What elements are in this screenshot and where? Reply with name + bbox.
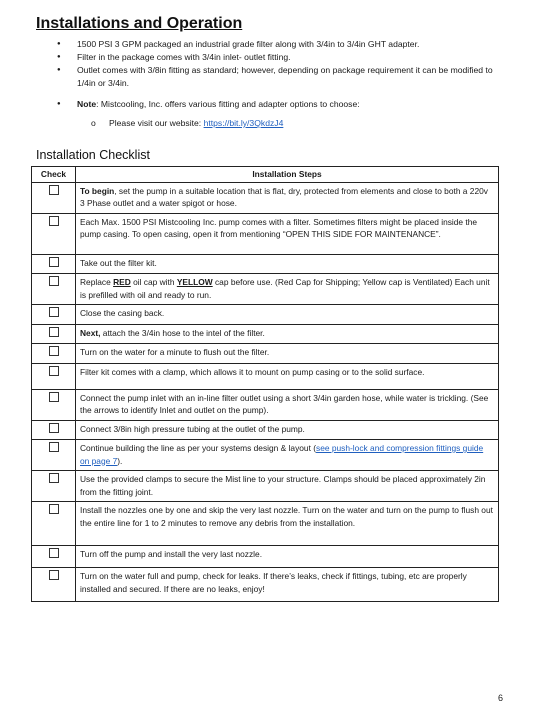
table-row (32, 182, 499, 213)
checkbox[interactable] (49, 185, 59, 195)
page-number: 6 (498, 693, 504, 703)
checkbox[interactable] (49, 257, 59, 267)
table-row (32, 213, 499, 254)
table-row (32, 440, 499, 471)
check-cell (32, 363, 76, 389)
step-text-segment: Next, (80, 327, 101, 338)
checklist-title: Installation Checklist (36, 148, 150, 162)
step-text-segment: Filter kit comes with a clamp, which allows it to mount on pump casing or to the solid surface. (80, 366, 425, 377)
step-text-segment: attach the 3/4in hose to the intel of the filter. (100, 327, 265, 338)
table-row (32, 389, 499, 420)
step-text (76, 213, 499, 254)
step-text (76, 546, 499, 568)
check-cell (32, 471, 76, 502)
step-text (76, 389, 499, 420)
intro-bullet-list (57, 38, 507, 130)
table-row (32, 274, 499, 305)
table-row (32, 344, 499, 364)
step-text (76, 305, 499, 325)
checklist-body (32, 182, 499, 602)
step-text (76, 274, 499, 305)
step-text-segment: , set the pump in a suitable location that is flat, dry, protected from elements and close to both a 220v 3 Phase outlet and a water spigot or hose. (80, 185, 488, 208)
table-row (32, 546, 499, 568)
website-sub-bullet (57, 117, 507, 130)
step-text-segment: ). (117, 455, 123, 466)
check-cell (32, 324, 76, 344)
step-text-segment: To begin (80, 185, 115, 196)
step-text-segment: Continue building the line as per your systems design & layout ( (80, 443, 317, 453)
checkbox[interactable] (49, 366, 59, 376)
checkbox[interactable] (49, 307, 59, 317)
check-cell (32, 274, 76, 305)
installation-checklist-table (31, 166, 499, 602)
table-row (32, 305, 499, 325)
step-text (76, 420, 499, 440)
step-text (76, 502, 499, 546)
step-text-segment: YELLOW (176, 277, 213, 287)
table-row (32, 324, 499, 344)
step-text (76, 254, 499, 274)
note-label: Note (77, 99, 97, 109)
check-cell (32, 344, 76, 364)
step-text-segment: Turn on the water for a minute to flush out the filter. (80, 347, 270, 357)
check-cell (32, 389, 76, 420)
page-title: Installations and Operation (36, 15, 243, 32)
checkbox[interactable] (49, 504, 59, 514)
check-cell (32, 182, 76, 213)
checkbox[interactable] (49, 442, 59, 452)
step-text-segment: RED (113, 277, 131, 287)
website-link[interactable]: https://bit.ly/3QkdzJ4 (203, 118, 284, 128)
checkbox[interactable] (49, 548, 59, 558)
sub-bullet-marker: o (91, 118, 96, 128)
table-header-row (32, 167, 499, 183)
step-text-segment: Replace (80, 277, 114, 287)
step-text-segment: Each Max. 1500 PSI Mistcooling Inc. pump comes with a filter. Sometimes filters might be placed inside the pump casing. To open casing, open it from mentioning “OPEN THIS SIDE FOR MAINTENANCE”. (80, 216, 478, 239)
checkbox[interactable] (49, 327, 59, 337)
step-text-segment: Install the nozzles one by one and skip the very last nozzle. Turn on the water and turn on the pump to flush out the entire line for 1 to 2 minutes to remove any debris from the installation. (80, 505, 493, 528)
check-cell (32, 305, 76, 325)
checkbox[interactable] (49, 570, 59, 580)
table-row (32, 363, 499, 389)
step-text-segment: cap before use. (Red Cap for Shipping; Yellow cap is Ventilated) Each unit is prefilled with oil and ready to run. (80, 277, 490, 300)
checkbox[interactable] (49, 216, 59, 226)
note-bullet (57, 98, 507, 111)
step-text-segment: oil cap with (130, 277, 177, 287)
check-cell (32, 546, 76, 568)
step-text-segment: Use the provided clamps to secure the Mist line to your structure. Clamps should be placed approximately 2in from the fitting joint. (80, 474, 486, 497)
step-text (76, 471, 499, 502)
bullet-item: ● Filter in the package comes with 3/4in inlet- outlet fitting. (57, 51, 507, 64)
step-text-segment: Take out the filter kit. (80, 257, 157, 268)
check-cell (32, 502, 76, 546)
check-cell (32, 254, 76, 274)
step-text (76, 440, 499, 471)
step-text-segment: Close the casing back. (80, 308, 165, 318)
note-text: : Mistcooling, Inc. offers various fitting and adapter options to choose: (96, 99, 360, 109)
check-cell (32, 420, 76, 440)
step-text (76, 182, 499, 213)
step-text (76, 363, 499, 389)
step-text-segment: Turn off the pump and install the very last nozzle. (80, 549, 263, 559)
step-text (76, 324, 499, 344)
step-text-segment: Connect the pump inlet with an in-line filter outlet using a short 3/4in garden hose, while water is trickling. (See the arrows to identify Inlet and outlet on the pump). (80, 392, 489, 415)
table-row (32, 502, 499, 546)
check-cell (32, 568, 76, 602)
checkbox[interactable] (49, 276, 59, 286)
bullet-item: ● 1500 PSI 3 GPM packaged an industrial grade filter along with 3/4in to 3/4in GHT adapter. (57, 38, 507, 51)
step-link[interactable]: see push-lock and compression fittings guide on page 7 (80, 443, 484, 466)
checkbox[interactable] (49, 423, 59, 433)
checkbox[interactable] (49, 346, 59, 356)
checkbox[interactable] (49, 392, 59, 402)
step-text (76, 568, 499, 602)
column-header-steps: Installation Steps (76, 167, 499, 183)
bullet-item: ● Outlet comes with 3/8in fitting as standard; however, depending on package requirement it can be modified to 1/4in or 3/4in. (57, 64, 507, 90)
table-row (32, 568, 499, 602)
check-cell (32, 440, 76, 471)
check-cell (32, 213, 76, 254)
step-text-segment: Connect 3/8in high pressure tubing at the outlet of the pump. (80, 423, 305, 434)
table-row (32, 254, 499, 274)
checkbox[interactable] (49, 473, 59, 483)
table-row (32, 420, 499, 440)
step-text-segment: Turn on the water full and pump, check for leaks. If there’s leaks, check if fittings, tubing, etc are properly installed and secured. If there are no leaks, enjoy! (80, 571, 467, 594)
table-row (32, 471, 499, 502)
step-text (76, 344, 499, 364)
website-label: Please visit our website: (109, 118, 202, 128)
column-header-check: Check (32, 167, 76, 183)
